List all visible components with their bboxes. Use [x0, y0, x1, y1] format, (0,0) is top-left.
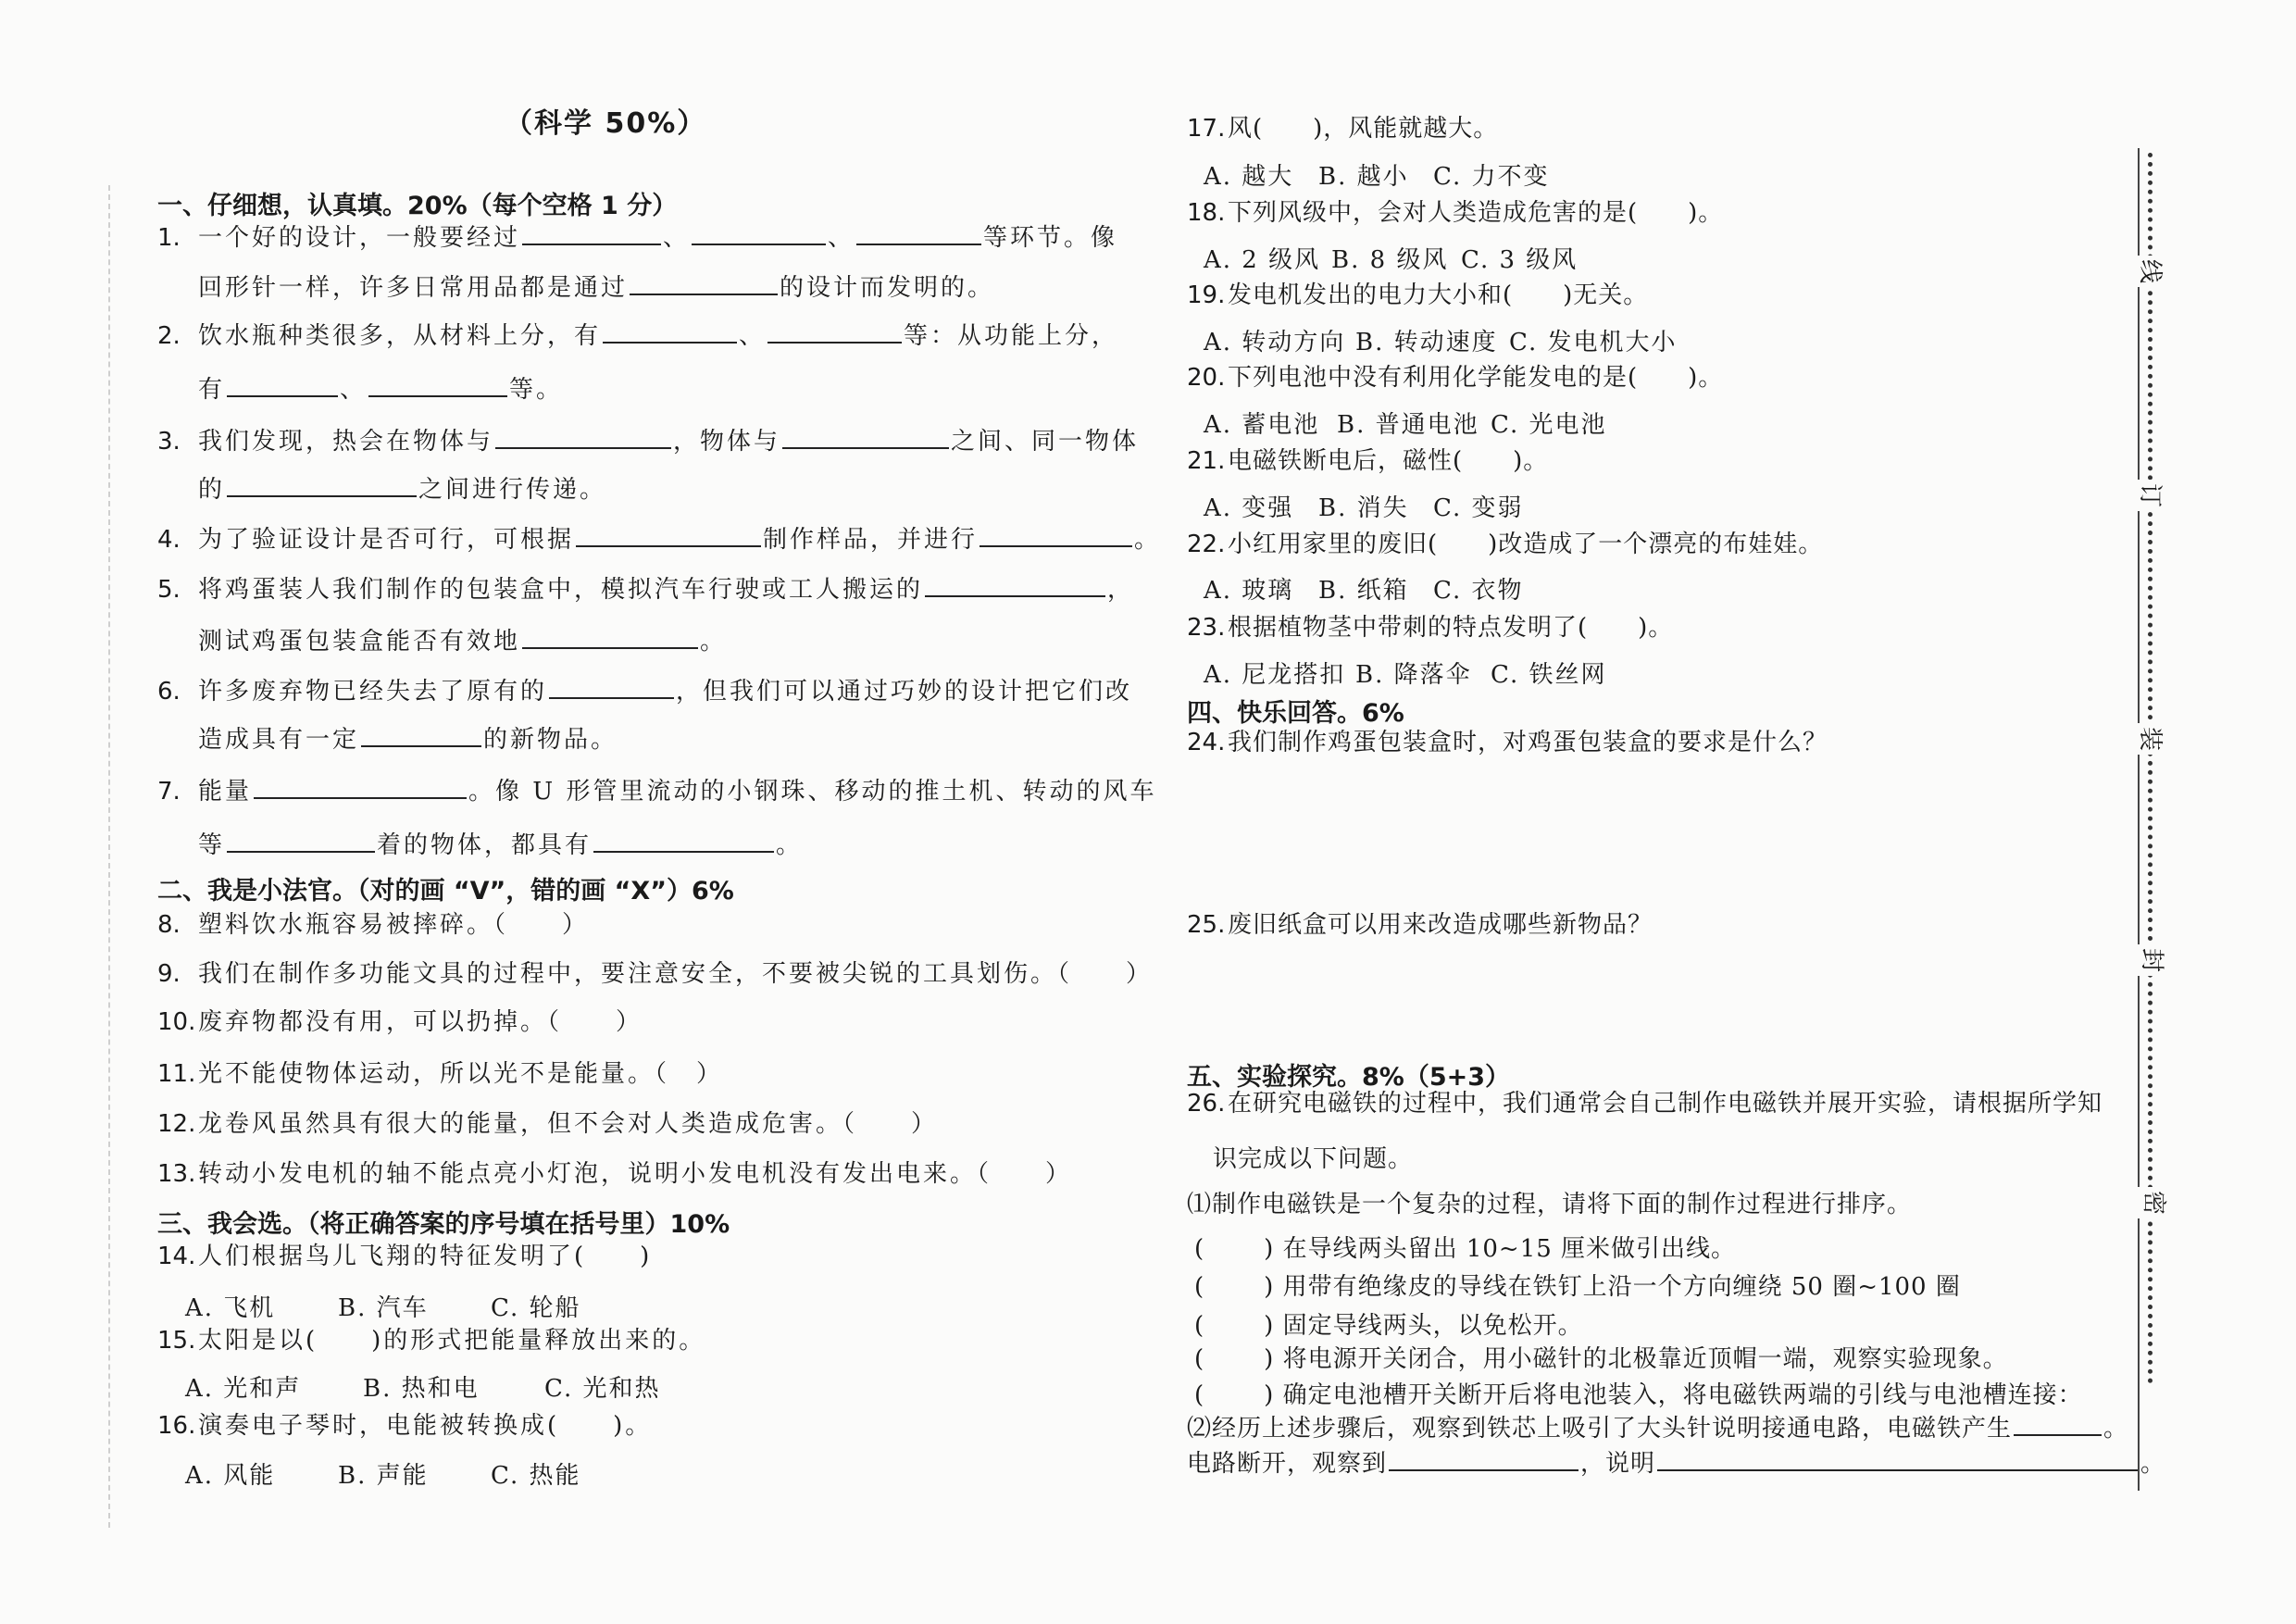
answer-blank[interactable]	[495, 427, 671, 449]
choice-item-17: 17. 风( )，风能就越大。	[1187, 115, 1499, 143]
choice-item-22: 22. 小红用家里的废旧( )改造成了一个漂亮的布娃娃。	[1187, 531, 1824, 558]
section-5-heading: 五、实验探究。8%（5+3）	[1187, 1063, 1511, 1092]
option-b[interactable]: B. 越小	[1318, 163, 1409, 191]
option-b[interactable]: B. 普通电池	[1337, 411, 1479, 439]
answer-blank[interactable]	[522, 627, 698, 649]
option-c[interactable]: C. 轮船	[491, 1294, 581, 1322]
experiment-step: ( ) 固定导线两头，以免松开。	[1194, 1312, 1583, 1340]
choice-item-16: 16. 演奏电子琴时，电能被转换成( )。	[157, 1412, 653, 1440]
answer-blank[interactable]	[925, 575, 1105, 597]
question-6: 6. 许多废弃物已经失去了原有的 ，但我们可以通过巧妙的设计把它们改	[157, 678, 1133, 706]
answer-blank[interactable]	[576, 525, 761, 547]
experiment-step: ( ) 在导线两头留出 10~15 厘米做引出线。	[1194, 1235, 1737, 1263]
option-b[interactable]: B. 汽车	[338, 1294, 429, 1322]
question-1: 1. 一个好的设计，一般要经过 、 、 等环节。像	[157, 224, 1118, 252]
section-2-heading: 二、我是小法官。（对的画 “V”，错的画 “X”）6%	[157, 877, 734, 906]
choice-item-23: 23. 根据植物茎中带刺的特点发明了( )。	[1187, 614, 1674, 642]
experiment-part-2: ⑵经历上述步骤后，观察到铁芯上吸引了大头针说明接通电路，电磁铁产生 。	[1187, 1415, 2129, 1443]
binding-char-mi: 密	[2138, 1187, 2169, 1218]
option-a[interactable]: A. 尼龙搭扣	[1204, 661, 1346, 689]
answer-blank[interactable]	[1657, 1449, 2139, 1471]
option-a[interactable]: A. 越大	[1204, 163, 1294, 191]
choice-item-20: 20. 下列电池中没有利用化学能发电的是( )。	[1187, 364, 1724, 392]
experiment-part-2-cont: 电路断开，观察到 ，说明 。	[1187, 1450, 2166, 1478]
binding-solid-line	[2138, 148, 2140, 1491]
binding-char-zhuang: 装	[2134, 723, 2165, 755]
answer-blank[interactable]	[692, 223, 826, 245]
question-3: 3. 我们发现，热会在物体与 ，物体与 之间、同一物体	[157, 428, 1140, 456]
experiment-step: ( ) 将电源开关闭合，用小磁针的北极靠近顶帽一端，观察实验现象。	[1194, 1345, 2008, 1373]
section-4-heading: 四、快乐回答。6%	[1187, 699, 1404, 728]
question-7-cont: 等 着的物体，都具有 。	[198, 831, 804, 859]
question-2: 2. 饮水瓶种类很多，从材料上分，有 、 等：从功能上分，	[157, 322, 1119, 350]
experiment-part-1: ⑴制作电磁铁是一个复杂的过程，请将下面的制作过程进行排序。	[1187, 1191, 1913, 1218]
option-b[interactable]: B. 纸箱	[1318, 577, 1409, 605]
answer-item-25: 25. 废旧纸盒可以用来改造成哪些新物品？	[1187, 911, 1653, 939]
answer-blank[interactable]	[630, 273, 778, 295]
option-c[interactable]: C. 发电机大小	[1509, 329, 1678, 356]
binding-char-xian: 线	[2134, 256, 2165, 287]
choice-item-21: 21. 电磁铁断电后，磁性( )。	[1187, 447, 1549, 475]
answer-blank[interactable]	[368, 375, 507, 397]
option-b[interactable]: B. 声能	[338, 1462, 429, 1490]
binding-char-feng: 封	[2136, 944, 2167, 976]
option-c[interactable]: C. 热能	[491, 1462, 581, 1490]
option-b[interactable]: B. 转动速度	[1355, 329, 1498, 356]
answer-blank[interactable]	[361, 725, 481, 747]
answer-blank[interactable]	[593, 831, 774, 853]
experiment-step: ( ) 确定电池槽开关断开后将电池装入，将电磁铁两端的引线与电池槽连接：	[1194, 1381, 2083, 1409]
answer-blank[interactable]	[522, 223, 661, 245]
option-c[interactable]: C. 3 级风	[1461, 246, 1578, 274]
experiment-step: ( ) 用带有绝缘皮的导线在铁钉上沿一个方向缠绕 50 圈~100 圈	[1194, 1273, 1961, 1301]
option-b[interactable]: B. 消失	[1318, 494, 1409, 522]
judge-item-10: 10. 废弃物都没有用，可以扔掉。（ ）	[157, 1008, 643, 1036]
answer-item-24: 24. 我们制作鸡蛋包装盒时，对鸡蛋包装盒的要求是什么？	[1187, 729, 1828, 756]
option-a[interactable]: A. 变强	[1204, 494, 1294, 522]
option-b[interactable]: B. 8 级风	[1331, 246, 1449, 274]
question-5-cont: 测试鸡蛋包装盒能否有效地 。	[198, 628, 728, 656]
answer-blank[interactable]	[227, 475, 417, 497]
judge-item-11: 11. 光不能使物体运动，所以光不是能量。（ ）	[157, 1060, 724, 1088]
choice-item-14: 14. 人们根据鸟儿飞翔的特征发明了( )	[157, 1243, 653, 1270]
judge-item-9: 9. 我们在制作多功能文具的过程中，要注意安全，不要被尖锐的工具划伤。（ ）	[157, 960, 1154, 988]
answer-blank[interactable]	[1389, 1449, 1578, 1471]
option-a[interactable]: A. 转动方向	[1204, 329, 1346, 356]
choice-item-18: 18. 下列风级中，会对人类造成危害的是( )。	[1187, 199, 1724, 227]
question-6-cont: 造成具有一定 的新物品。	[198, 726, 618, 754]
choice-item-19: 19. 发电机发出的电力大小和( )无关。	[1187, 281, 1649, 309]
answer-area-24[interactable]	[1187, 759, 2113, 898]
judge-item-12: 12. 龙卷风虽然具有很大的能量，但不会对人类造成危害。（ ）	[157, 1110, 939, 1138]
choice-item-15: 15. 太阳是以( )的形式把能量释放出来的。	[157, 1327, 706, 1355]
option-c[interactable]: C. 力不变	[1433, 163, 1550, 191]
answer-area-25[interactable]	[1187, 944, 2113, 1056]
page-title: （科学 50%）	[505, 107, 707, 140]
experiment-item-26-cont: 识完成以下问题。	[1213, 1145, 1414, 1173]
judge-item-13: 13. 转动小发电机的轴不能点亮小灯泡，说明小发电机没有发出电来。（ ）	[157, 1160, 1073, 1188]
judge-item-8: 8. 塑料饮水瓶容易被摔碎。（ ）	[157, 911, 590, 939]
experiment-item-26: 26. 在研究电磁铁的过程中，我们通常会自己制作电磁铁并展开实验，请根据所学知	[1187, 1090, 2103, 1118]
question-4: 4. 为了验证设计是否可行，可根据 制作样品，并进行 。	[157, 526, 1162, 554]
question-2-cont: 有 、 等。	[198, 376, 564, 404]
answer-blank[interactable]	[782, 427, 949, 449]
option-c[interactable]: C. 光电池	[1491, 411, 1607, 439]
option-a[interactable]: A. 风能	[185, 1462, 276, 1490]
question-1-cont: 回形针一样，许多日常用品都是通过 的设计而发明的。	[198, 274, 995, 302]
option-a[interactable]: A. 光和声	[185, 1375, 302, 1403]
option-a[interactable]: A. 玻璃	[1204, 577, 1294, 605]
question-7: 7. 能量 。像 U 形管里流动的小钢珠、移动的推土机、转动的风车	[157, 778, 1157, 806]
answer-blank[interactable]	[254, 777, 467, 799]
answer-blank[interactable]	[767, 321, 902, 344]
answer-blank[interactable]	[980, 525, 1132, 547]
option-c[interactable]: C. 光和热	[544, 1375, 661, 1403]
answer-blank[interactable]	[549, 677, 674, 699]
option-a[interactable]: A. 2 级风	[1204, 246, 1321, 274]
option-b[interactable]: B. 热和电	[363, 1375, 480, 1403]
question-5: 5. 将鸡蛋装人我们制作的包装盒中，模拟汽车行驶或工人搬运的 ，	[157, 576, 1135, 604]
answer-blank[interactable]	[2014, 1414, 2102, 1436]
answer-blank[interactable]	[856, 223, 981, 245]
question-3-cont: 的 之间进行传递。	[198, 476, 607, 504]
option-b[interactable]: B. 降落伞	[1355, 661, 1472, 689]
answer-blank[interactable]	[603, 321, 737, 344]
option-c[interactable]: C. 变弱	[1433, 494, 1524, 522]
section-3-heading: 三、我会选。（将正确答案的序号填在括号里）10%	[157, 1210, 730, 1239]
answer-blank[interactable]	[227, 831, 375, 853]
answer-blank[interactable]	[227, 375, 338, 397]
option-c[interactable]: C. 衣物	[1433, 577, 1524, 605]
option-a[interactable]: A. 飞机	[185, 1294, 276, 1322]
option-a[interactable]: A. 蓄电池	[1204, 411, 1320, 439]
section-1-heading: 一、仔细想，认真填。20%（每个空格 1 分）	[157, 192, 678, 220]
binding-char-ding: 订	[2134, 480, 2165, 511]
left-margin-line	[108, 185, 110, 1528]
option-c[interactable]: C. 铁丝网	[1491, 661, 1607, 689]
